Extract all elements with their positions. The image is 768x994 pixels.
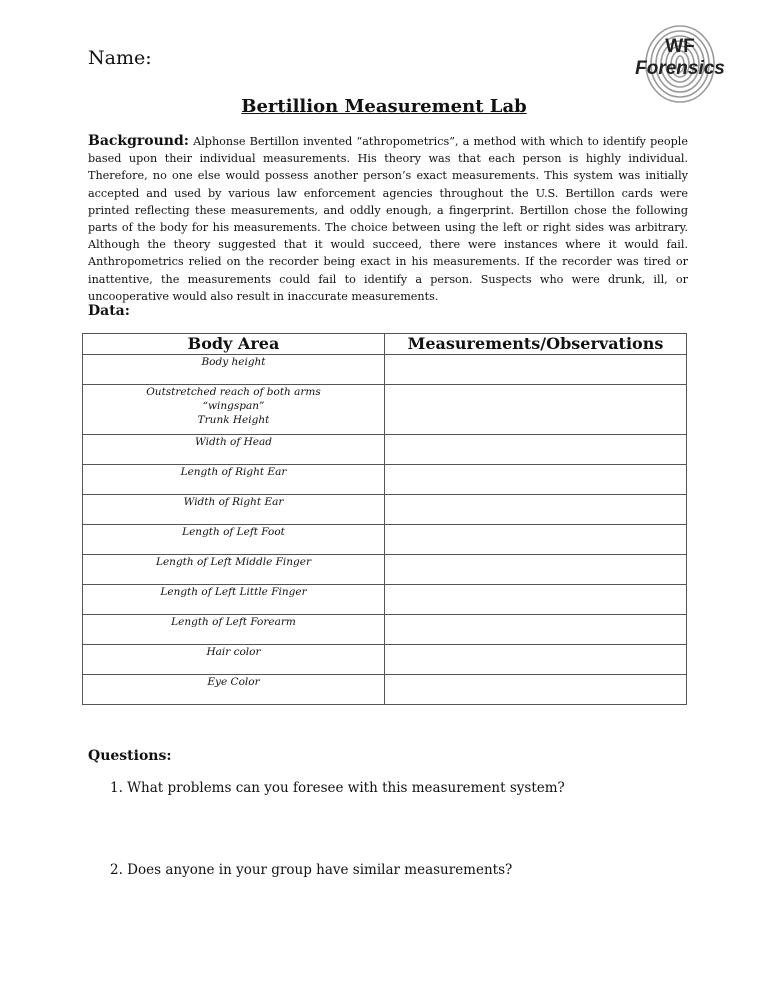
logo-text-forensics: Forensics (635, 58, 725, 79)
logo-text-wf: WF (665, 36, 695, 57)
measurement-cell[interactable] (385, 385, 687, 435)
table-row (83, 525, 687, 555)
table-row (83, 435, 687, 465)
question-item: 2. Does anyone in your group have similar measurements? (110, 862, 513, 878)
body-area-cell: Hair color (83, 645, 385, 675)
questions-label: Questions: (88, 748, 172, 764)
measurement-cell[interactable] (385, 555, 687, 585)
measurement-cell[interactable] (385, 435, 687, 465)
name-label: Name: (88, 47, 152, 69)
table-row (83, 355, 687, 385)
page-title: Bertillion Measurement Lab (241, 96, 527, 117)
measurement-cell[interactable] (385, 355, 687, 385)
table-header-row (83, 334, 687, 355)
background-text: Alphonse Bertillon invented “athropometrics”, a method with which to identify people based upon their individual measurements. His theory was that each person is highly individual. Therefore, no one else would possess another person’s exact measurements. This system was initially accepted and used by various law enforcement agencies throughout the U.S. Bertillon cards were printed reflecting these measurements, and oddly enough, a fingerprint. Bertillon chose the following parts of the body for his measurements. The choice between using the left or right sides was arbitrary. Although the theory suggested that it would succeed, there were instances where it would fail. Anthropometrics relied on the recorder being exact in his measurements. If the recorder was tired or inattentive, the measurements could fail to identify a person. Suspects who were drunk, ill, or uncooperative would also result in inaccurate measurements. (88, 135, 688, 303)
body-area-cell: Width of Head (83, 435, 385, 465)
table-row (83, 385, 687, 435)
body-area-cell: Length of Right Ear (83, 465, 385, 495)
measurement-cell[interactable] (385, 585, 687, 615)
table-row (83, 495, 687, 525)
table-row (83, 615, 687, 645)
body-area-cell: Eye Color (83, 675, 385, 705)
body-area-cell: Length of Left Foot (83, 525, 385, 555)
measurement-cell[interactable] (385, 495, 687, 525)
body-area-text: Trunk Height (197, 414, 270, 426)
measurement-cell[interactable] (385, 645, 687, 675)
table-row (83, 465, 687, 495)
wf-forensics-logo (630, 20, 730, 104)
column-header-measurements: Measurements/Observations (385, 334, 687, 355)
background-label: Background: (88, 133, 189, 149)
table-row (83, 585, 687, 615)
body-area-cell: Length of Left Little Finger (83, 585, 385, 615)
column-header-body-area: Body Area (83, 334, 385, 355)
body-area-cell: Body height (83, 355, 385, 385)
body-area-cell: Width of Right Ear (83, 495, 385, 525)
measurement-cell[interactable] (385, 675, 687, 705)
data-label: Data: (88, 303, 130, 319)
background-paragraph (88, 133, 688, 305)
measurement-cell[interactable] (385, 615, 687, 645)
body-area-text: Outstretched reach of both arms “wingspan” (146, 386, 321, 412)
table-row (83, 645, 687, 675)
body-area-cell: Length of Left Middle Finger (83, 555, 385, 585)
body-area-cell (83, 385, 385, 435)
question-item: 1. What problems can you foresee with this measurement system? (110, 780, 565, 796)
measurement-cell[interactable] (385, 525, 687, 555)
measurement-cell[interactable] (385, 465, 687, 495)
body-area-cell: Length of Left Forearm (83, 615, 385, 645)
table-row (83, 675, 687, 705)
table-row (83, 555, 687, 585)
measurement-table (82, 333, 687, 705)
